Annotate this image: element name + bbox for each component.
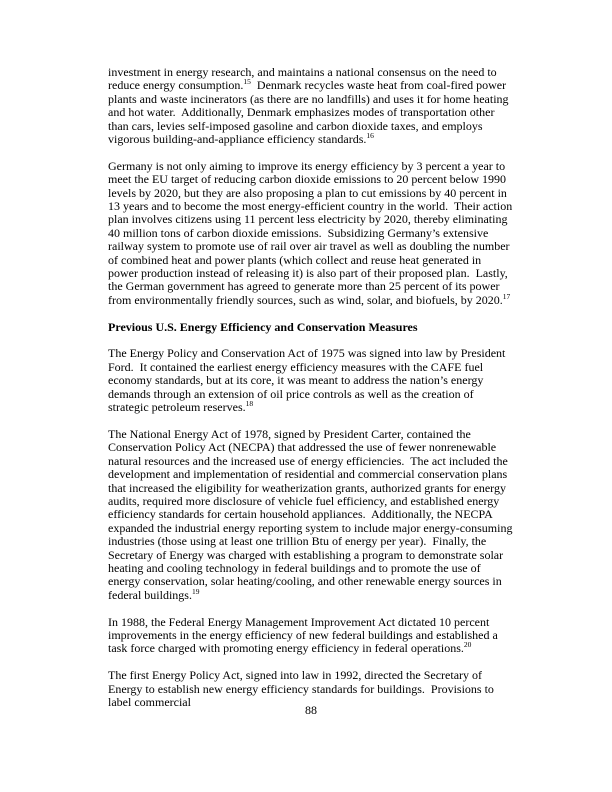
footnote-ref: 20 (463, 640, 472, 650)
paragraph: In 1988, the Federal Energy Management Improvement Act dictated 10 percent improvements in the energy efficiency of new federal buildings and established a task force charged with promoting energy efficiency in federal operations.$^{20}$ (108, 614, 501, 656)
paragraph: Germany is not only aiming to improve its energy efficiency by 3 percent a year to meet the EU target of reducing carbon dioxide emissions to 20 percent below 1990 levels by 2020, but they are also proposing a plan to cut emissions by 40 percent in 13 years and to become the most energy-efficient country in the world. Their action plan involves citizens using 11 percent less electricity by 2020, thereby eliminating 40 million tons of carbon dioxide emissions. Subsidizing Germany’s extensive railway system to promote use of rail over air travel as well as doubling the number of combined heat and power plants (which collect and reuse heat generated in power production instead of releasing it) is also part of their proposed plan. Lastly, the German government has agreed to generate more than 25 percent of its power from environmentally friendly sources, such as wind, solar, and biofuels, by 2020.17 (108, 158, 516, 307)
section-heading: Previous U.S. Energy Efficiency and Conservation Measures (108, 319, 418, 334)
footnote-ref: 16 (366, 131, 374, 141)
footnote-ref: 17 (502, 291, 511, 301)
page-number: 88 (305, 703, 317, 717)
paragraph: The National Energy Act of 1978, signed by President Carter, contained the Conservation Policy Act (NECPA) that addressed the use of fewer nonrenewable natural resources and the increased use of energy efficiencies. The act included the development and implementation of residential and commercial conservation plans that increased the eligibility for weatherization grants, authorized grants for energy audits, required more disclosure of vehicle fuel efficiency, and established energy efficiency standards for certain household appliances. Additionally, the NECPA expanded the industrial energy reporting system to include major energy-consuming industries (those using at least one trillion Btu of energy per year). Finally, the Secretary of Energy was charged with establishing a program to demonstrate solar heating and cooling technology in federal buildings and to promote the use of energy conservation, solar heating/cooling, and other renewable energy sources in federal buildings.$^{19}$ (108, 426, 516, 602)
document-body (108, 66, 514, 723)
footnote-ref: 19 (191, 586, 200, 596)
paragraph: The first Energy Policy Act, signed into law in 1992, directed the Secretary of Energy to establish new energy efficiency standards for buildings. Provisions to label commercial (108, 668, 497, 709)
paragraph: The Energy Policy and Conservation Act of 1975 was signed into law by President Ford. It contained the earliest energy efficiency measures with the CAFE fuel economy standards, but at its core, it was meant to address the nation’s energy demands through an extension of oil price controls as well as the creation of strategic petroleum reserves.$^{18}$ (108, 346, 509, 415)
paragraph: investment in energy research, and maintains a national consensus on the need to reduce energy consumption.$^{15}$ Denmark recycles waste heat from coal-fired power plants and waste incinerators (as there are no landfills) and uses it for home heating and hot water. Additionally, Denmark emphasizes modes of transportation other than cars, levies self-imposed gasoline and carbon dioxide taxes, and employs vigorous building-and-appliance efficiency standards.$^{16}$ (108, 65, 512, 147)
footnote-ref: 15 (243, 77, 251, 87)
footnote-ref: 18 (245, 399, 254, 409)
